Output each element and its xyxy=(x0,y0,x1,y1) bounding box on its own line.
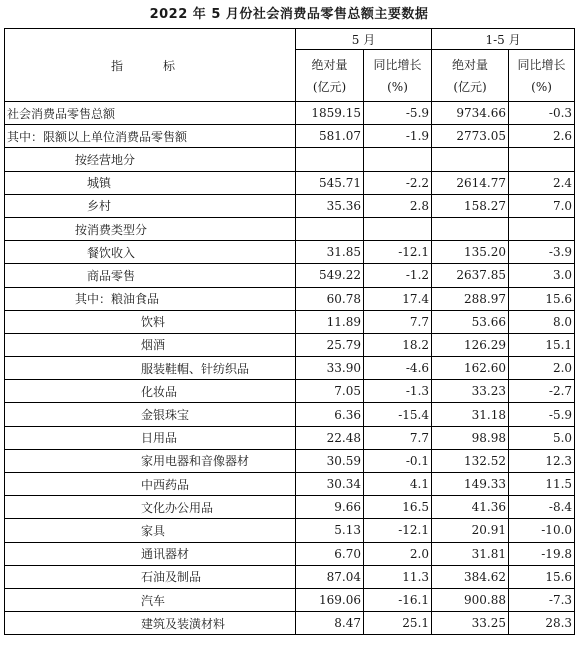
ytd-yoy-cell: -7.3 xyxy=(509,588,575,611)
row-label: 石油及制品 xyxy=(5,565,296,588)
row-label: 家用电器和音像器材 xyxy=(5,449,296,472)
ytd-absolute-header: 绝对量 (亿元) xyxy=(432,50,509,102)
ytd-yoy-cell: 15.6 xyxy=(509,565,575,588)
may-yoy-cell: 18.2 xyxy=(364,333,432,356)
may-yoy-cell: 7.7 xyxy=(364,310,432,333)
may-yoy-cell: 16.5 xyxy=(364,496,432,519)
ytd-absolute-cell: 149.33 xyxy=(432,473,509,496)
may-absolute-cell: 60.78 xyxy=(296,287,364,310)
ytd-yoy-cell: 7.0 xyxy=(509,194,575,217)
may-absolute-cell xyxy=(296,148,364,171)
ytd-yoy-cell: 12.3 xyxy=(509,449,575,472)
ytd-yoy-cell: -0.3 xyxy=(509,102,575,125)
ytd-absolute-cell: 135.20 xyxy=(432,241,509,264)
may-yoy-cell xyxy=(364,217,432,240)
may-absolute-cell: 6.70 xyxy=(296,542,364,565)
table-row xyxy=(5,473,575,496)
ytd-absolute-cell: 288.97 xyxy=(432,287,509,310)
row-label: 饮料 xyxy=(5,310,296,333)
may-absolute-cell: 30.59 xyxy=(296,449,364,472)
may-absolute-cell: 169.06 xyxy=(296,588,364,611)
table-row xyxy=(5,612,575,635)
ytd-yoy-cell: 28.3 xyxy=(509,612,575,635)
may-yoy-cell: -1.2 xyxy=(364,264,432,287)
row-label: 中西药品 xyxy=(5,473,296,496)
ytd-absolute-cell xyxy=(432,148,509,171)
row-label: 城镇 xyxy=(5,171,296,194)
may-yoy-cell: 17.4 xyxy=(364,287,432,310)
may-yoy-cell: 4.1 xyxy=(364,473,432,496)
row-label: 通讯器材 xyxy=(5,542,296,565)
row-label: 文化办公用品 xyxy=(5,496,296,519)
table-row xyxy=(5,542,575,565)
may-absolute-cell: 545.71 xyxy=(296,171,364,194)
may-yoy-cell xyxy=(364,148,432,171)
ytd-yoy-cell: 8.0 xyxy=(509,310,575,333)
table-row xyxy=(5,102,575,125)
row-label: 家具 xyxy=(5,519,296,542)
ytd-absolute-cell: 2614.77 xyxy=(432,171,509,194)
ytd-yoy-cell: 11.5 xyxy=(509,473,575,496)
row-label: 金银珠宝 xyxy=(5,403,296,426)
ytd-absolute-cell: 20.91 xyxy=(432,519,509,542)
row-label: 其中：粮油食品 xyxy=(5,287,296,310)
ytd-yoy-cell: 15.1 xyxy=(509,333,575,356)
ytd-absolute-cell: 33.25 xyxy=(432,612,509,635)
period-may-header: 5 月 xyxy=(296,29,432,50)
may-absolute-cell: 8.47 xyxy=(296,612,364,635)
may-yoy-cell: -2.2 xyxy=(364,171,432,194)
ytd-yoy-cell: 2.4 xyxy=(509,171,575,194)
ytd-yoy-cell: 15.6 xyxy=(509,287,575,310)
may-absolute-header: 绝对量 (亿元) xyxy=(296,50,364,102)
table-row xyxy=(5,194,575,217)
table-row xyxy=(5,496,575,519)
ytd-absolute-cell: 900.88 xyxy=(432,588,509,611)
table-row xyxy=(5,588,575,611)
may-absolute-cell: 31.85 xyxy=(296,241,364,264)
ytd-yoy-cell: -5.9 xyxy=(509,403,575,426)
row-label: 按经营地分 xyxy=(5,148,296,171)
may-yoy-cell: -1.9 xyxy=(364,125,432,148)
table-row xyxy=(5,217,575,240)
ytd-absolute-cell: 33.23 xyxy=(432,380,509,403)
ytd-yoy-cell xyxy=(509,217,575,240)
may-absolute-cell: 5.13 xyxy=(296,519,364,542)
header-row-periods xyxy=(5,29,575,50)
ytd-yoy-cell: 2.6 xyxy=(509,125,575,148)
may-yoy-cell: 25.1 xyxy=(364,612,432,635)
row-label: 餐饮收入 xyxy=(5,241,296,264)
ytd-absolute-cell: 41.36 xyxy=(432,496,509,519)
ytd-yoy-cell xyxy=(509,148,575,171)
row-label: 按消费类型分 xyxy=(5,217,296,240)
may-absolute-cell: 581.07 xyxy=(296,125,364,148)
may-absolute-cell: 22.48 xyxy=(296,426,364,449)
table-row xyxy=(5,357,575,380)
ytd-yoy-cell: 5.0 xyxy=(509,426,575,449)
row-label: 日用品 xyxy=(5,426,296,449)
row-label: 汽车 xyxy=(5,588,296,611)
table-row xyxy=(5,449,575,472)
ytd-yoy-cell: -19.8 xyxy=(509,542,575,565)
ytd-absolute-cell: 384.62 xyxy=(432,565,509,588)
may-yoy-cell: -15.4 xyxy=(364,403,432,426)
may-yoy-cell: 11.3 xyxy=(364,565,432,588)
may-yoy-cell: -12.1 xyxy=(364,241,432,264)
may-absolute-cell: 87.04 xyxy=(296,565,364,588)
may-absolute-cell: 25.79 xyxy=(296,333,364,356)
table-row xyxy=(5,241,575,264)
ytd-absolute-cell: 31.81 xyxy=(432,542,509,565)
may-absolute-cell: 7.05 xyxy=(296,380,364,403)
ytd-absolute-cell: 9734.66 xyxy=(432,102,509,125)
ytd-absolute-cell: 2773.05 xyxy=(432,125,509,148)
row-label: 商品零售 xyxy=(5,264,296,287)
may-yoy-header: 同比增长 (%) xyxy=(364,50,432,102)
may-absolute-cell: 30.34 xyxy=(296,473,364,496)
may-yoy-cell: 2.8 xyxy=(364,194,432,217)
row-label: 社会消费品零售总额 xyxy=(5,102,296,125)
ytd-yoy-cell: -10.0 xyxy=(509,519,575,542)
ytd-yoy-cell: -2.7 xyxy=(509,380,575,403)
may-yoy-cell: -16.1 xyxy=(364,588,432,611)
table-title: 2022 年 5 月份社会消费品零售总额主要数据 xyxy=(149,7,429,22)
table-row xyxy=(5,264,575,287)
period-jan-may-header: 1-5 月 xyxy=(432,29,575,50)
ytd-absolute-cell: 31.18 xyxy=(432,403,509,426)
may-absolute-cell: 9.66 xyxy=(296,496,364,519)
may-absolute-cell: 35.36 xyxy=(296,194,364,217)
row-label: 烟酒 xyxy=(5,333,296,356)
may-absolute-cell: 6.36 xyxy=(296,403,364,426)
row-label: 乡村 xyxy=(5,194,296,217)
row-label: 化妆品 xyxy=(5,380,296,403)
may-yoy-cell: 2.0 xyxy=(364,542,432,565)
row-label: 其中：限额以上单位消费品零售额 xyxy=(5,125,296,148)
ytd-absolute-cell: 158.27 xyxy=(432,194,509,217)
row-label: 服装鞋帽、针纺织品 xyxy=(5,357,296,380)
table-row xyxy=(5,148,575,171)
ytd-absolute-cell: 2637.85 xyxy=(432,264,509,287)
may-absolute-cell: 1859.15 xyxy=(296,102,364,125)
indicator-header: 指 标 xyxy=(5,29,296,102)
table-row xyxy=(5,333,575,356)
ytd-yoy-header: 同比增长 (%) xyxy=(509,50,575,102)
table-row xyxy=(5,287,575,310)
table-row xyxy=(5,426,575,449)
may-absolute-cell: 11.89 xyxy=(296,310,364,333)
ytd-absolute-cell: 162.60 xyxy=(432,357,509,380)
ytd-absolute-cell: 98.98 xyxy=(432,426,509,449)
ytd-yoy-cell: 2.0 xyxy=(509,357,575,380)
may-yoy-cell: 7.7 xyxy=(364,426,432,449)
ytd-yoy-cell: -3.9 xyxy=(509,241,575,264)
may-absolute-cell xyxy=(296,217,364,240)
ytd-yoy-cell: 3.0 xyxy=(509,264,575,287)
table-row xyxy=(5,125,575,148)
may-yoy-cell: -4.6 xyxy=(364,357,432,380)
ytd-absolute-cell: 53.66 xyxy=(432,310,509,333)
may-yoy-cell: -1.3 xyxy=(364,380,432,403)
ytd-yoy-cell: -8.4 xyxy=(509,496,575,519)
ytd-absolute-cell: 132.52 xyxy=(432,449,509,472)
table-row xyxy=(5,565,575,588)
table-row xyxy=(5,171,575,194)
table-row xyxy=(5,519,575,542)
row-label: 建筑及装潢材料 xyxy=(5,612,296,635)
table-row xyxy=(5,380,575,403)
ytd-absolute-cell xyxy=(432,217,509,240)
table-row xyxy=(5,403,575,426)
may-yoy-cell: -0.1 xyxy=(364,449,432,472)
may-absolute-cell: 33.90 xyxy=(296,357,364,380)
table-row xyxy=(5,310,575,333)
may-absolute-cell: 549.22 xyxy=(296,264,364,287)
ytd-absolute-cell: 126.29 xyxy=(432,333,509,356)
may-yoy-cell: -5.9 xyxy=(364,102,432,125)
may-yoy-cell: -12.1 xyxy=(364,519,432,542)
retail-sales-table xyxy=(4,28,575,635)
